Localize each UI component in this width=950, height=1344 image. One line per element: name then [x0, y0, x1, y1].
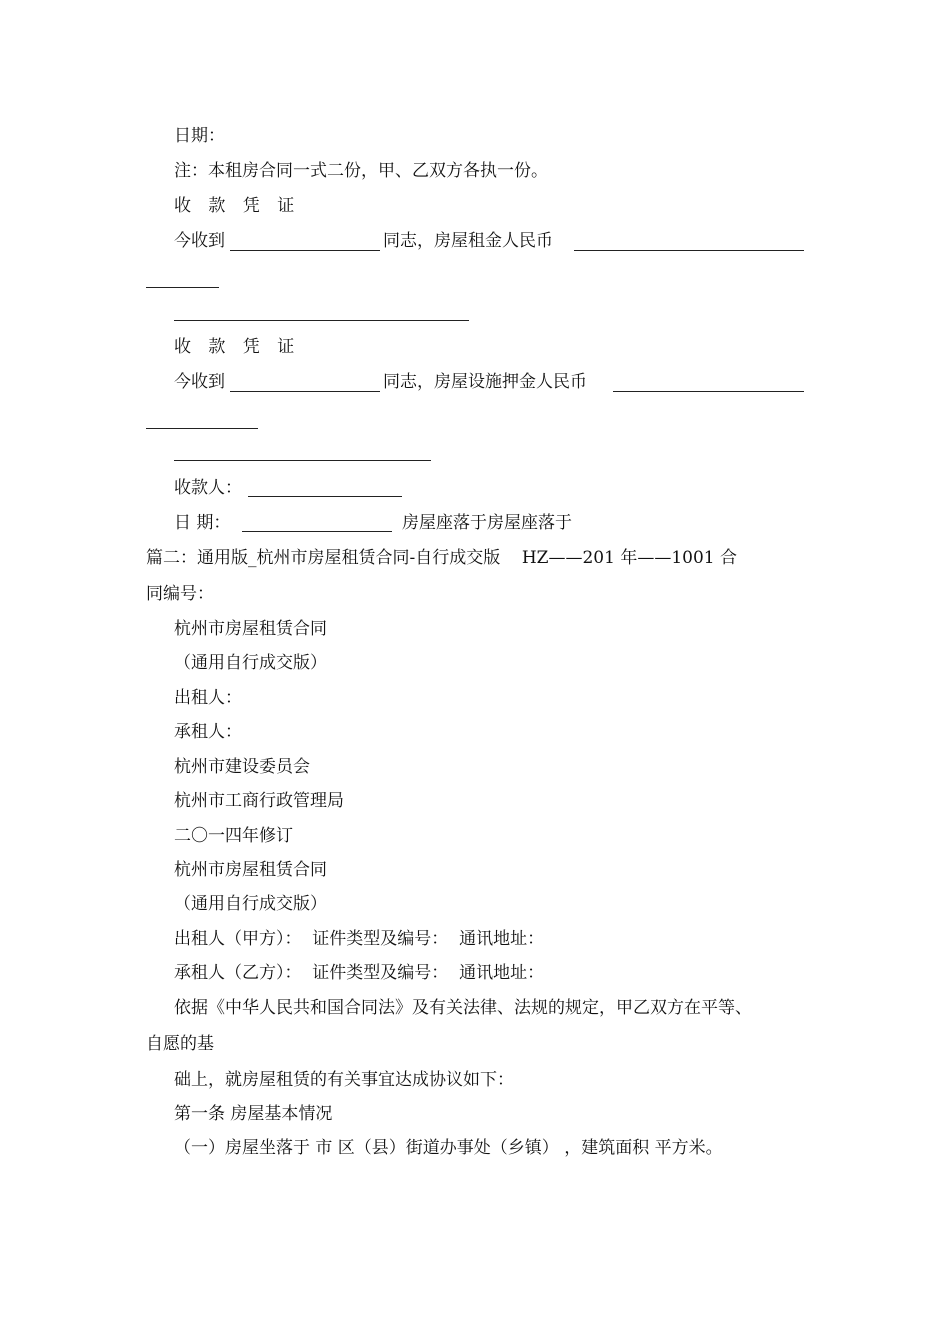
party-a-line: 出租人（甲方）： 证件类型及编号： 通讯地址：	[174, 929, 545, 949]
blank-line	[174, 320, 469, 321]
contract-name-1: 杭州市房屋租赁合同	[174, 619, 327, 639]
part2-title: 篇二：通用版_杭州市房屋租赁合同-自行成交版 HZ——201 年——1001 合	[146, 548, 738, 568]
basis-line-3: 础上，就房屋租赁的有关事宜达成协议如下：	[174, 1070, 514, 1090]
edition-2: （通用自行成交版）	[174, 894, 327, 914]
contract-name-2: 杭州市房屋租赁合同	[174, 860, 327, 880]
blank-line	[146, 287, 219, 288]
lessee-label: 承租人：	[174, 722, 242, 742]
receipt-title-2: 收 款 凭 证	[174, 337, 301, 357]
blank-line	[242, 531, 392, 532]
contract-no-label: 同编号：	[146, 584, 214, 604]
basis-line-2: 自愿的基	[146, 1034, 214, 1054]
blank-line	[230, 250, 380, 251]
date-label: 日期：	[174, 126, 225, 146]
revision-text: 二〇一四年修订	[174, 826, 293, 846]
issuer-1: 杭州市建设委员会	[174, 757, 310, 777]
blank-line	[574, 250, 804, 251]
payee-label: 收款人：	[174, 478, 242, 498]
clause-1-text: （一）房屋坐落于 市 区（县）街道办事处（乡镇） ，建筑面积 平方米。	[174, 1138, 723, 1158]
lessor-label: 出租人：	[174, 688, 242, 708]
article-1-heading: 第一条 房屋基本情况	[174, 1104, 333, 1124]
blank-line	[146, 428, 258, 429]
party-b-line: 承租人（乙方）： 证件类型及编号： 通讯地址：	[174, 963, 545, 983]
blank-line	[613, 391, 804, 392]
note-text: 注：本租房合同一式二份，甲、乙双方各执一份。	[174, 161, 548, 181]
issuer-2: 杭州市工商行政管理局	[174, 791, 344, 811]
receipt-1-received: 今收到	[174, 231, 225, 251]
receipt-1-mid: 同志，房屋租金人民币	[383, 231, 553, 251]
blank-line	[248, 496, 402, 497]
blank-line	[174, 460, 431, 461]
location-text: 房屋座落于房屋座落于	[402, 513, 572, 533]
receipt-2-received: 今收到	[174, 372, 225, 392]
basis-line-1: 依据《中华人民共和国合同法》及有关法律、法规的规定，甲乙双方在平等、	[174, 998, 752, 1018]
receipt-2-mid: 同志，房屋设施押金人民币	[383, 372, 587, 392]
edition-1: （通用自行成交版）	[174, 653, 327, 673]
receipt-title-1: 收 款 凭 证	[174, 196, 301, 216]
date-label-2: 日 期：	[174, 513, 231, 533]
blank-line	[230, 391, 380, 392]
